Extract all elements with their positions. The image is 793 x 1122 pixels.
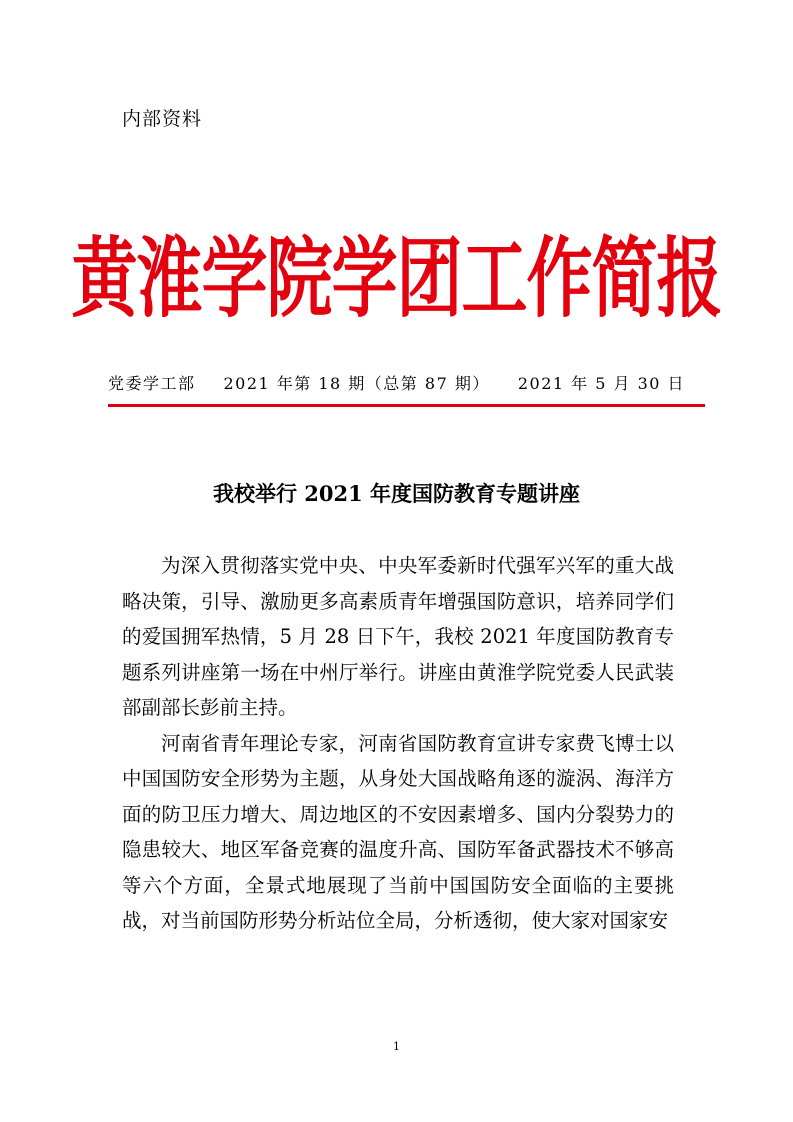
issue-number: 2021 年第 18 期（总第 87 期） [223,374,490,393]
page-number: 1 [393,1040,400,1053]
classification-label: 内部资料 [122,108,203,130]
issuing-department: 党委学工部 [107,374,196,393]
article-body [122,548,674,939]
issue-date: 2021 年 5 月 30 日 [517,374,686,393]
article-title: 我校举行 2021 年度国防教育专题讲座 [212,481,581,506]
article-paragraph: 为深入贯彻落实党中央、中央军委新时代强军兴军的重大战略决策，引导、激励更多高素质青年增强国防意识，培养同学们的爱国拥军热情，5 月 28 日下午，我校 2021 年度国防教育专题系列讲座第一场在中州厅举行。讲座由黄淮学院党委人民武装部副部长彭前主持。 [122,554,674,719]
article-paragraph: 河南省青年理论专家，河南省国防教育宣讲专家费飞博士以中国国防安全形势为主题，从身处大国战略角逐的漩涡、海洋方面的防卫压力增大、周边地区的不安因素增多、国内分裂势力的隐患较大、地区军备竞赛的温度升高、国防军备武器技术不够高等六个方面，全景式地展现了当前中国国防安全面临的主要挑战，对当前国防形势分析站位全局，分析透彻，使大家对国家安 [122,731,674,932]
header-divider [108,404,705,407]
masthead-title: 黄淮学院学团工作简报 [71,228,722,330]
issue-info-line [0,371,793,394]
